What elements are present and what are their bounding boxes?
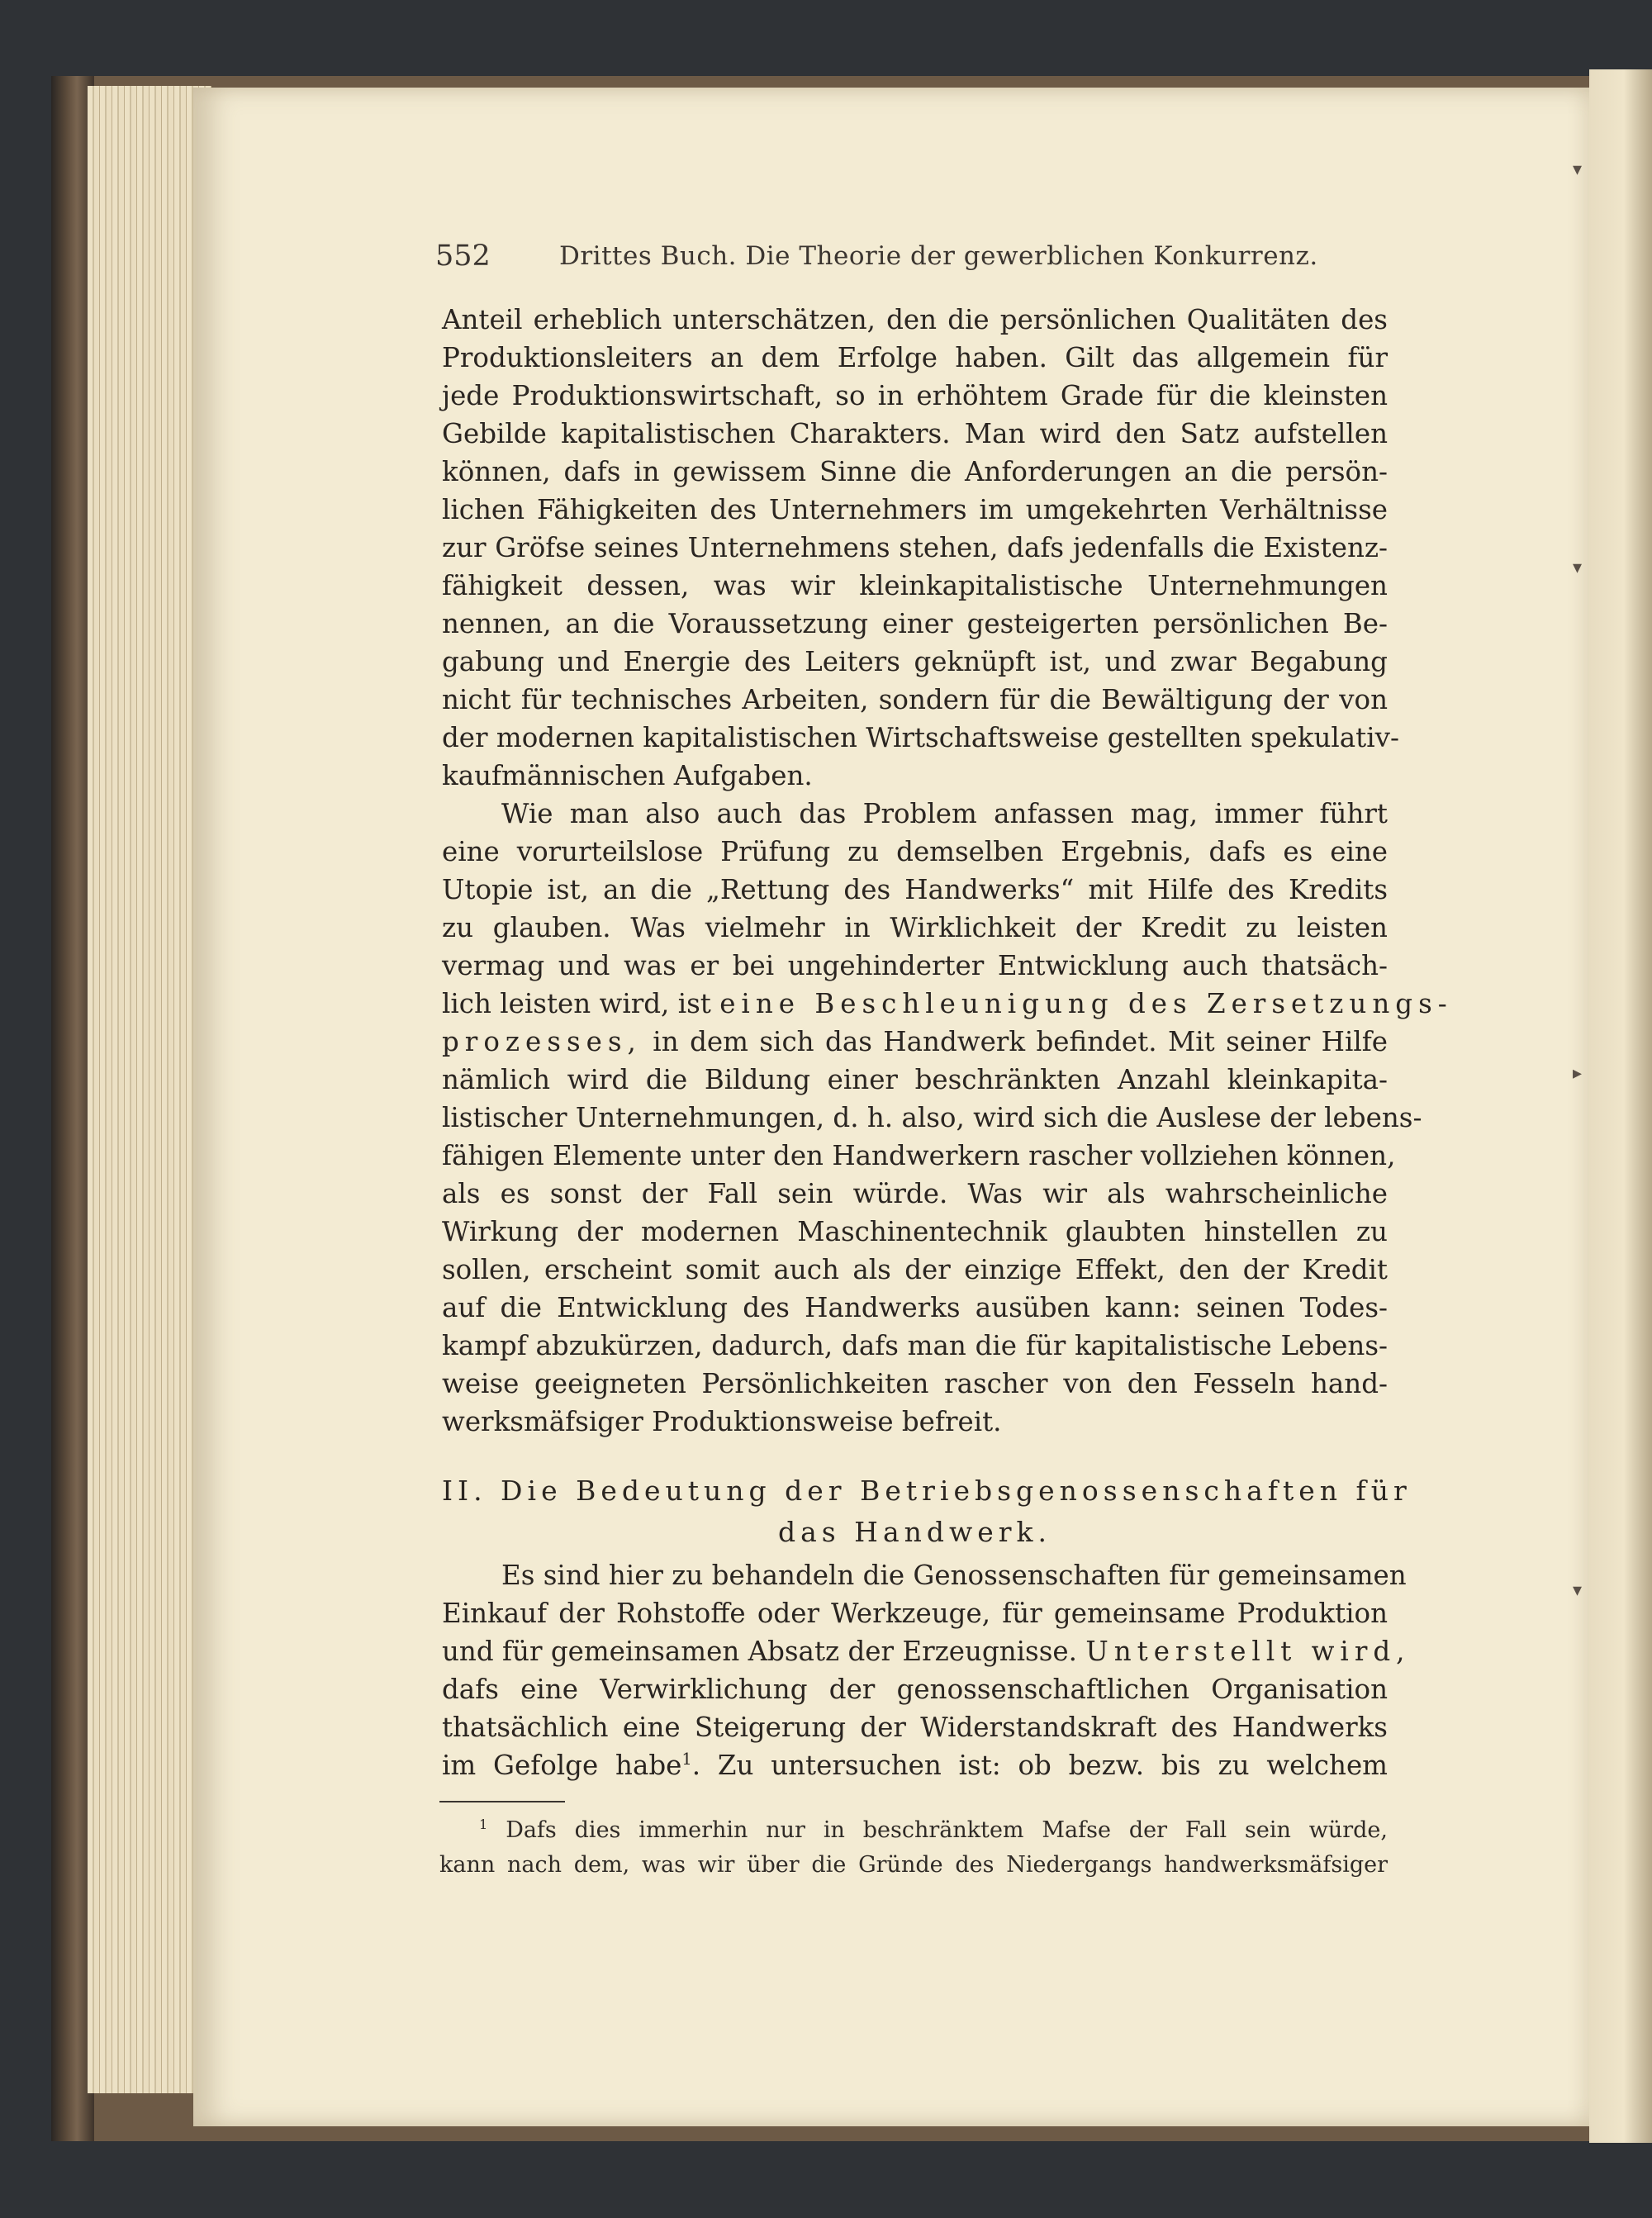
margin-mark-icon: ▸	[1573, 1063, 1583, 1084]
text-line: listischer Unternehmungen, d. h. also, wird sich die Auslese der lebens-	[442, 1102, 1422, 1133]
text-line: Utopie ist, an die „Rettung des Handwerks“ mit Hilfe des Kredits	[442, 874, 1388, 905]
margin-mark-icon: ▾	[1573, 558, 1583, 578]
text-segment: und für gemeinsamen Absatz der Erzeugnisse.	[442, 1636, 1077, 1667]
paragraph-3	[442, 1556, 1411, 1784]
text-line: kaufmännischen Aufgaben.	[442, 760, 813, 791]
section-heading-line: II. Die Bedeutung der Betriebsgenossenschaften für	[442, 1475, 1412, 1507]
footnote	[439, 1813, 1388, 1883]
footnote-mark: 1	[479, 1817, 488, 1832]
page-number: 552	[435, 240, 491, 273]
text-line: weise geeigneten Persönlichkeiten rascher von den Fesseln hand-	[442, 1368, 1388, 1399]
text-line: fähigen Elemente unter den Handwerkern rascher vollziehen können,	[442, 1140, 1396, 1171]
text-line: Es sind hier zu behandeln die Genossenschaften für gemeinsamen	[501, 1560, 1407, 1591]
footnote-line	[439, 1813, 1388, 1848]
text-segment: lich leisten wird, ist	[442, 988, 711, 1019]
text-segment: im Gefolge habe	[442, 1750, 682, 1781]
emphasis-text: prozesses,	[442, 1026, 642, 1057]
facing-page-edge	[1589, 69, 1652, 2143]
text-line: jede Produktionswirtschaft, so in erhöhtem Grade für die kleinsten	[442, 380, 1388, 411]
emphasis-text: eine Beschleunigung des Zersetzungs-	[719, 988, 1453, 1019]
text-segment: Dafs dies immerhin nur in beschränktem Mafse der Fall sein würde,	[506, 1817, 1388, 1843]
text-line: sollen, erscheint somit auch als der einzige Effekt, den der Kredit	[442, 1254, 1388, 1285]
footnote-reference[interactable]: 1	[681, 1750, 692, 1769]
text-line: nennen, an die Voraussetzung einer gesteigerten persönlichen Be-	[442, 608, 1388, 639]
text-line: kampf abzukürzen, dadurch, dafs man die für kapitalistische Lebens-	[442, 1330, 1388, 1361]
text-line: zur Gröfse seines Unternehmens stehen, dafs jedenfalls die Existenz-	[442, 532, 1388, 563]
text-line	[442, 1632, 1411, 1670]
section-heading-line: das Handwerk.	[777, 1516, 1052, 1548]
text-line: dafs eine Verwirklichung der genossenschaftlichen Organisation	[442, 1674, 1388, 1705]
emphasis-text: Unterstellt wird,	[1085, 1636, 1411, 1667]
section-heading	[442, 1470, 1412, 1553]
text-line: Anteil erheblich unterschätzen, den die persönlichen Qualitäten des	[442, 304, 1388, 335]
text-line: gabung und Energie des Leiters geknüpft ist, und zwar Begabung	[442, 646, 1388, 677]
text-line: können, dafs in gewissem Sinne die Anforderungen an die persön-	[442, 456, 1388, 487]
footnote-line: kann nach dem, was wir über die Gründe des Niedergangs handwerksmäfsiger	[439, 1852, 1388, 1878]
text-line: nicht für technisches Arbeiten, sondern für die Bewältigung der von	[442, 684, 1388, 715]
text-line: Wie man also auch das Problem anfassen mag, immer führt	[501, 798, 1388, 829]
text-line: lichen Fähigkeiten des Unternehmers im umgekehrten Verhältnisse	[442, 494, 1388, 525]
footnote-divider	[439, 1801, 565, 1802]
paragraph-1	[442, 301, 1399, 795]
text-line: der modernen kapitalistischen Wirtschaftsweise gestellten spekulativ-	[442, 722, 1399, 753]
text-line	[442, 1746, 1388, 1784]
text-line: nämlich wird die Bildung einer beschränkten Anzahl kleinkapita-	[442, 1064, 1388, 1095]
text-line: thatsächlich eine Steigerung der Widerstandskraft des Handwerks	[442, 1712, 1388, 1743]
margin-mark-icon: ▾	[1573, 159, 1583, 180]
text-line	[442, 985, 1453, 1023]
text-line: vermag und was er bei ungehinderter Entwicklung auch thatsäch-	[442, 950, 1388, 981]
text-line: Wirkung der modernen Maschinentechnik glaubten hinstellen zu	[442, 1216, 1388, 1247]
text-line: zu glauben. Was vielmehr in Wirklichkeit der Kredit zu leisten	[442, 912, 1388, 943]
text-segment: . Zu untersuchen ist: ob bezw. bis zu welchem	[691, 1750, 1388, 1781]
text-line: werksmäfsiger Produktionsweise befreit.	[442, 1406, 1002, 1437]
running-title: Drittes Buch. Die Theorie der gewerblichen Konkurrenz.	[559, 241, 1318, 271]
running-header	[435, 240, 1385, 273]
text-line: fähigkeit dessen, was wir kleinkapitalistische Unternehmungen	[442, 570, 1388, 601]
paragraph-2	[442, 795, 1453, 1441]
text-line: eine vorurteilslose Prüfung zu demselben Ergebnis, dafs es eine	[442, 836, 1388, 867]
margin-mark-icon: ▾	[1573, 1580, 1583, 1601]
text-segment: in dem sich das Handwerk befindet. Mit seiner Hilfe	[641, 1026, 1388, 1057]
text-line	[442, 1023, 1388, 1061]
text-line: als es sonst der Fall sein würde. Was wir als wahrscheinliche	[442, 1178, 1388, 1209]
text-line: auf die Entwicklung des Handwerks ausüben kann: seinen Todes-	[442, 1292, 1388, 1323]
text-line: Produktionsleiters an dem Erfolge haben. Gilt das allgemein für	[442, 342, 1388, 373]
text-line: Gebilde kapitalistischen Charakters. Man wird den Satz aufstellen	[442, 418, 1388, 449]
text-line: Einkauf der Rohstoffe oder Werkzeuge, für gemeinsame Produktion	[442, 1598, 1388, 1629]
